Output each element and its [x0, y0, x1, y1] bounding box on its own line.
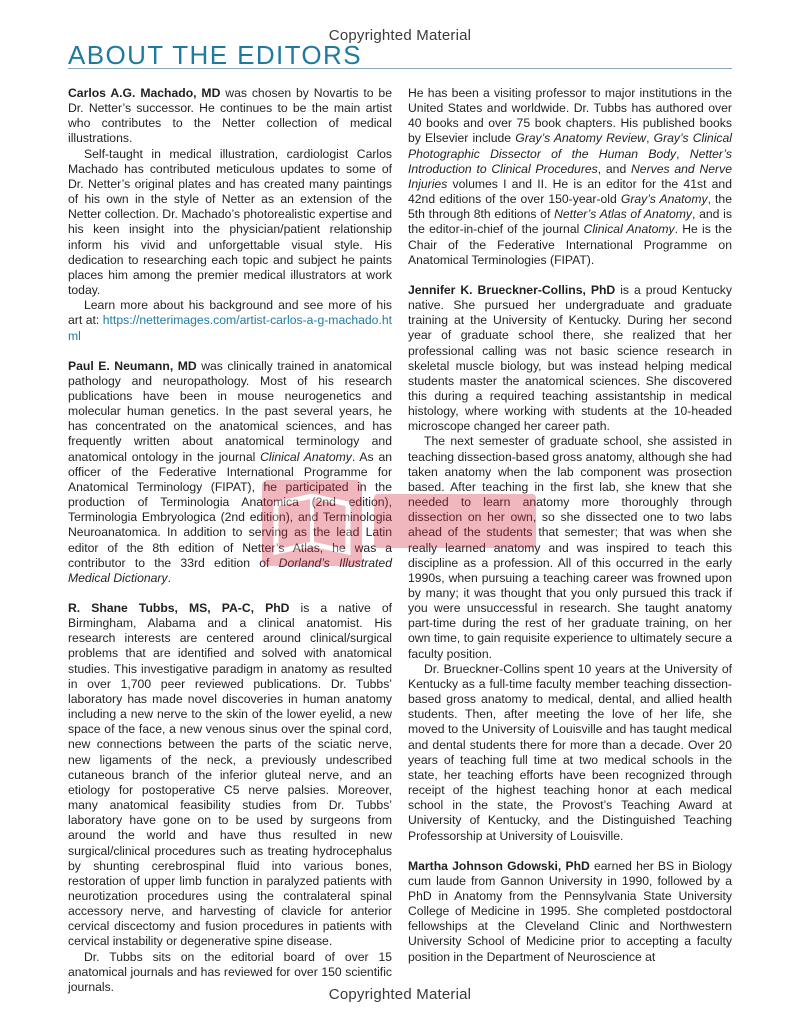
- page-title: ABOUT THE EDITORS: [68, 40, 362, 70]
- gdowski-text: earned her BS in Biology cum laude from Gannon University in 1990, followed by a PhD in Anatomy from the Pennsylvania State University College of Medicine in 1995. She completed postdoctoral fellowships at the Cleveland Clinic and Northwestern University School of Medicine prior to accepting a faculty position in the Department of Neuroscience at: [408, 858, 732, 964]
- tubbs-book-1: Gray’s Anatomy Review: [515, 131, 647, 146]
- editor-name-gdowski: Martha Johnson Gdowski, PhD: [408, 858, 590, 873]
- tubbs-book-6: Netter’s Atlas of Anatomy: [554, 207, 692, 222]
- brueckner-bio-p2: The next semester of graduate school, she assisted in teaching dissection-based gross anatomy, although she had taken anatomy when the lab component was prosection based. After teaching in the first lab, she knew that she needed to learn anatomy more thoroughly through dissection on her own, so she dissected one to two labs ahead of the students that semester; that was when she really learned anatomy and was inspired to teach this discipline as a profession. All of this occurred in the early 1990s, when pursuing a teaching career was frowned upon by many; it was thought that you only pursued this track if you were unsuccessful in research. She taught anatomy part-time during the rest of her graduate training, on her own time, to gain requisite experience to ultimately secure a faculty position.: [408, 434, 732, 661]
- tubbs-bio-continued: [408, 86, 732, 268]
- tubbs-text: is a native of Birmingham, Alabama and a clinical anatomist. His research interests are centered around clinical/surgical problems that are identified and solved with anatomical studies. This investigative paradigm in anatomy as resulted in over 1,700 peer reviewed publications. Dr. Tubbs’ laboratory has made novel discoveries in human anatomy including a new nerve to the skin of the lower eyelid, a new space of the face, a new venous sinus over the spinal cord, new connections between the parts of the sciatic nerve, new ligaments of the neck, a previously undescribed cutaneous branch of the inferior gluteal nerve, and an etiology for postoperative C5 nerve palsies. Moreover, many anatomical feasibility studies from Dr. Tubbs’ laboratory have gone on to be used by surgeons from around the world and have thus resulted in new surgical/clinical procedures such as treating hydrocephalus by shunting cerebrospinal fluid into various bones, restoration of upper limb function in paralyzed patients with neurotization procedures using the contralateral spinal accessory nerve, and harvesting of clavicle for anterior cervical discectomy and fusion procedures in patients with cervical instability or degenerative spine disease.: [68, 601, 393, 949]
- neumann-text-a: was clinically trained in anatomical pathology and neuropathology. Most of his research publications have been in mouse neurogenetics and molecular human genetics. In the past several years, he has concentrated on the anatomical sciences, and has frequently written about anatomical terminology and anatomical ontology in the journal: [68, 358, 392, 464]
- tubbs-book-4: Nerves and Nerve Injuries: [408, 161, 732, 191]
- neumann-journal-2: Dorland’s Illustrated Medical Dictionary: [68, 555, 392, 585]
- gdowski-bio: [408, 859, 732, 965]
- tubbs-sep-2: ,: [676, 146, 690, 161]
- neumann-text-b: . As an officer of the Federative International Programme for Anatomical Terminology (FIPAT), he participated in the production of Terminologia Anatomica (2nd edition), Terminologia Embryologica (2nd edition), and Terminologia Neuroanatomica. In addition to serving as the lead Latin editor of the 8th edition of Netter’s Atlas, he was a contributor to the 33rd edition of: [68, 449, 393, 570]
- left-column: [68, 86, 392, 995]
- machado-portfolio-link[interactable]: https://netterimages.com/artist-carlos-a-g-machado.html: [68, 313, 392, 343]
- machado-bio-p3-text: Learn more about his background and see more of his art at:: [68, 298, 392, 328]
- neumann-text-c: .: [167, 570, 171, 585]
- neumann-bio: [68, 359, 392, 586]
- tubbs-sep-1: ,: [646, 131, 654, 146]
- title-rule: [68, 68, 732, 69]
- right-column: [408, 86, 732, 965]
- brueckner-bio-p3: Dr. Brueckner-Collins spent 10 years at the University of Kentucky as a full-time faculty member teaching dissection-based gross anatomy to medical, dental, and allied health students. Then, after meeting the love of her life, she moved to the University of Louisville and has taught medical and dental students there for more than a decade. Over 20 years of teaching full time at two medical schools in the state, her teaching efforts have been recognized through receipt of the highest teaching honor at each medical school in the state, the Provost’s Teaching Award at University of Kentucky, and the Distinguished Teaching Professorship at University of Louisville.: [408, 661, 732, 843]
- neumann-journal-1: Clinical Anatomy: [260, 449, 352, 464]
- brueckner-bio: [408, 283, 732, 435]
- brueckner-text: is a proud Kentucky native. She pursued her undergraduate and graduate training at the University of Kentucky. During her second year of graduate school there, she realized that her professional calling was not basic science research in skeletal muscle biology, but was instead helping medical students master the anatomical sciences. She discovered this during a required teaching assistantship in medical histology, where working with students at the 10-headed microscope changed her career path.: [408, 282, 732, 434]
- tubbs-p3-b: volumes I and II. He is an editor for the 41st and 42nd editions of the over 150-year-old: [408, 176, 732, 207]
- watermark-top: Copyrighted Material: [328, 27, 472, 44]
- editor-name-tubbs: R. Shane Tubbs, MS, PA-C, PhD: [68, 601, 290, 615]
- tubbs-p3-d: , and is the editor-in-chief of the journal: [408, 207, 732, 237]
- tubbs-book-3: Netter’s Introduction to Clinical Procedures: [408, 146, 732, 176]
- tubbs-sep-3: , and: [597, 161, 631, 176]
- tubbs-journal: Clinical Anatomy: [583, 222, 675, 237]
- editor-name-machado: Carlos A.G. Machado, MD: [68, 86, 221, 100]
- tubbs-p3-a: He has been a visiting professor to major institutions in the United States and worldwide. Dr. Tubbs has authored over 40 books and over 75 book chapters. His published books by Elsevier include: [408, 86, 732, 146]
- machado-bio-text: was chosen by Novartis to be Dr. Netter’s successor. He continues to be the main artist who contributes to the Netter collection of medical illustrations.: [68, 86, 392, 146]
- machado-bio-p2: Self-taught in medical illustration, cardiologist Carlos Machado has contributed meticulous updates to some of Dr. Netter’s original plates and has created many paintings of his own in the style of Netter as an extension of the Netter collection. Dr. Machado’s photorealistic expertise and his keen insight into the physician/patient relationship inform his vivid and unforgettable visual style. His dedication to researching each topic and subject he paints places him among the premier medical illustrators at work today.: [68, 146, 392, 298]
- tubbs-bio-p2: Dr. Tubbs sits on the editorial board of over 15 anatomical journals and has reviewed for over 150 scientific journals.: [68, 949, 392, 994]
- editor-name-neumann: Paul E. Neumann, MD: [68, 358, 197, 373]
- tubbs-bio: [68, 601, 392, 950]
- editor-name-brueckner: Jennifer K. Brueckner-Collins, PhD: [408, 282, 616, 297]
- watermark-bottom: Copyrighted Material: [328, 986, 472, 1003]
- tubbs-p3-c: , the 5th through 8th editions of: [408, 192, 732, 222]
- machado-bio: [68, 86, 392, 147]
- tubbs-book-2: Gray’s Clinical Photographic Dissector of the Human Body: [408, 131, 732, 161]
- machado-bio-p3: [68, 298, 392, 343]
- tubbs-p3-e: . He is the Chair of the Federative International Programme on Anatomical Terminologies (FIPAT).: [408, 222, 732, 267]
- tubbs-book-5: Gray’s Anatomy: [620, 192, 708, 207]
